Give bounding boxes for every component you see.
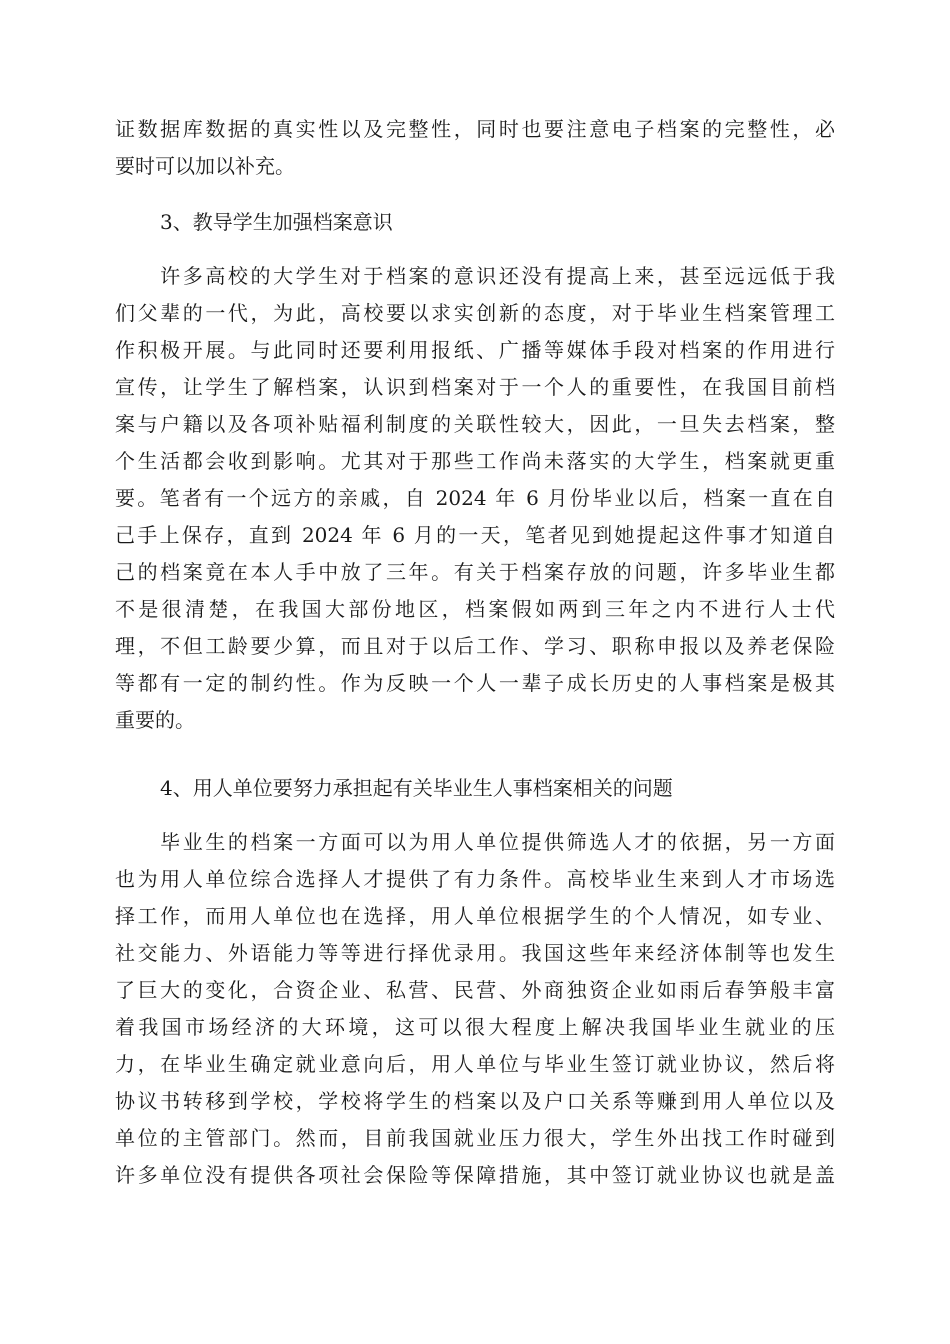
text-line: 己的档案竟在本人手中放了三年。有关于档案存放的问题，许多毕业生都 — [115, 560, 835, 584]
text-line: 案与户籍以及各项补贴福利制度的关联性较大，因此，一旦失去档案，整 — [115, 412, 835, 436]
section-heading-4: 4、用人单位要努力承担起有关毕业生人事档案相关的问题 — [160, 776, 673, 800]
text-line: 毕业生的档案一方面可以为用人单位提供筛选人才的依据，另一方面 — [115, 830, 835, 854]
paragraph-4 — [115, 824, 835, 1194]
text-line: 证数据库数据的真实性以及完整性，同时也要注意电子档案的完整性，必 — [115, 117, 835, 141]
text-line: 单位的主管部门。然而，目前我国就业压力很大，学生外出找工作时碰到 — [115, 1126, 835, 1150]
text-line: 许多单位没有提供各项社会保险等保障措施，其中签订就业协议也就是盖 — [115, 1163, 835, 1187]
text-line: 个生活都会收到影响。尤其对于那些工作尚未落实的大学生，档案就更重 — [115, 449, 835, 473]
text-line: 不是很清楚，在我国大部份地区，档案假如两到三年之内不进行人士代 — [115, 597, 835, 621]
text-line: 许多高校的大学生对于档案的意识还没有提高上来，甚至远远低于我 — [115, 264, 835, 288]
text-line: 了巨大的变化，合资企业、私营、民营、外商独资企业如雨后春笋般丰富 — [115, 978, 835, 1002]
text-line: 等都有一定的制约性。作为反映一个人一辈子成长历史的人事档案是极其 — [115, 671, 835, 695]
text-line: 要。笔者有一个远方的亲戚，自 2024 年 6 月份毕业以后，档案一直在自 — [115, 486, 835, 510]
section-heading-3: 3、教导学生加强档案意识 — [160, 210, 393, 234]
text-line: 社交能力、外语能力等等进行择优录用。我国这些年来经济体制等也发生 — [115, 941, 835, 965]
text-line: 也为用人单位综合选择人才提供了有力条件。高校毕业生来到人才市场选 — [115, 867, 835, 891]
text-line: 们父辈的一代，为此，高校要以求实创新的态度，对于毕业生档案管理工 — [115, 301, 835, 325]
text-line: 宣传，让学生了解档案，认识到档案对于一个人的重要性，在我国目前档 — [115, 375, 835, 399]
text-line: 要时可以加以补充。 — [115, 154, 295, 178]
text-line: 力，在毕业生确定就业意向后，用人单位与毕业生签订就业协议，然后将 — [115, 1052, 835, 1076]
text-line: 己手上保存，直到 2024 年 6 月的一天，笔者见到她提起这件事才知道自 — [115, 523, 835, 547]
text-line: 重要的。 — [115, 708, 195, 732]
paragraph-3 — [115, 258, 835, 739]
text-line: 作积极开展。与此同时还要利用报纸、广播等媒体手段对档案的作用进行 — [115, 338, 835, 362]
paragraph-continued — [115, 111, 835, 185]
text-line: 协议书转移到学校，学校将学生的档案以及户口关系等赚到用人单位以及 — [115, 1089, 835, 1113]
text-line: 理，不但工龄要少算，而且对于以后工作、学习、职称申报以及养老保险 — [115, 634, 835, 658]
text-line: 择工作，而用人单位也在选择，用人单位根据学生的个人情况，如专业、 — [115, 904, 835, 928]
text-line: 着我国市场经济的大环境，这可以很大程度上解决我国毕业生就业的压 — [115, 1015, 835, 1039]
